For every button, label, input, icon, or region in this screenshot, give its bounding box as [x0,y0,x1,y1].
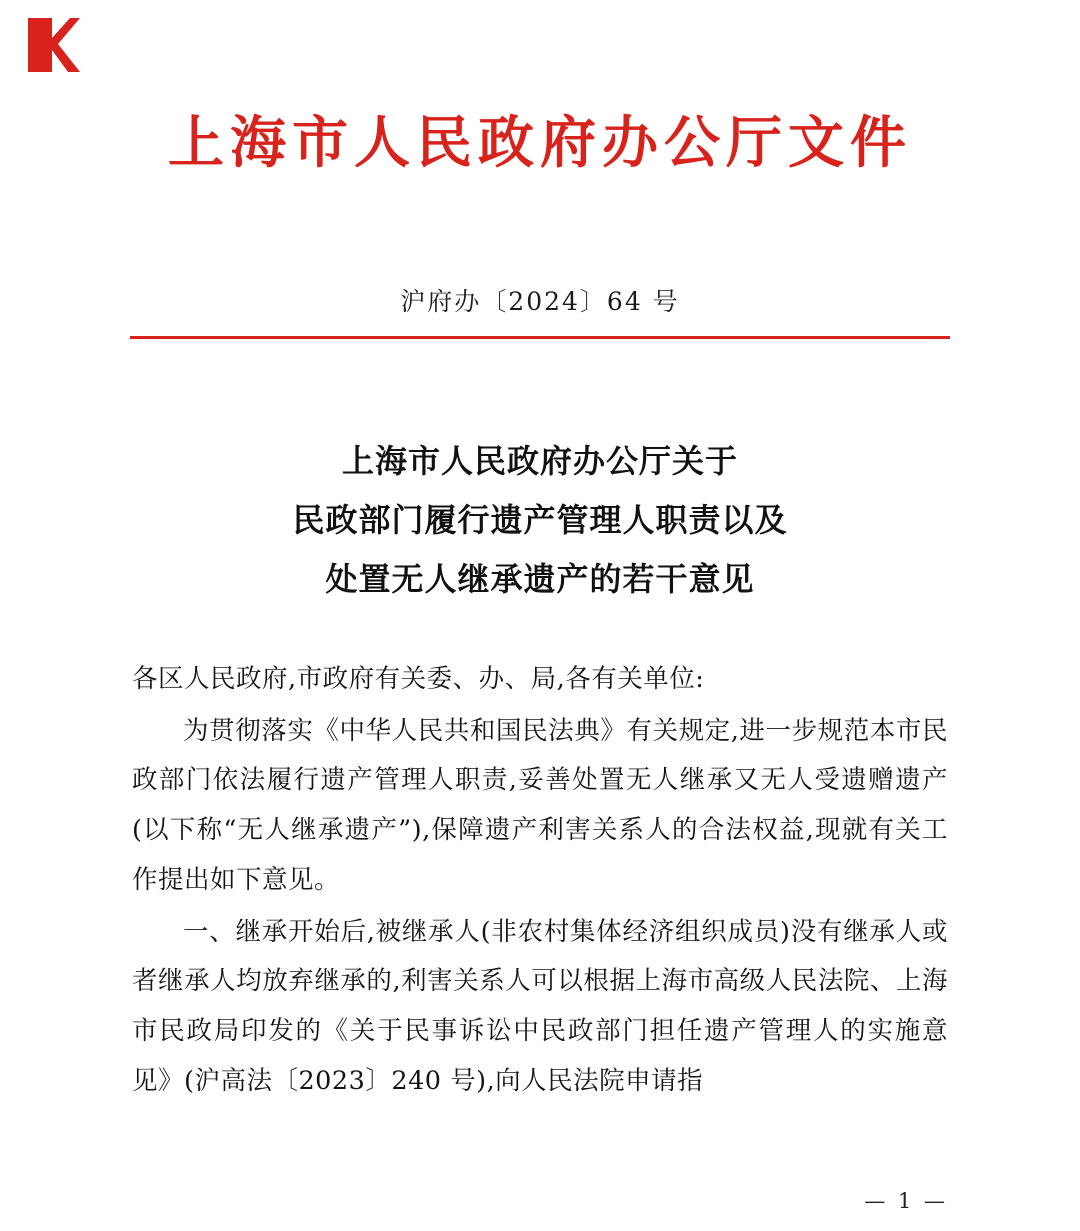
page-title-line-2: 民政部门履行遗产管理人职责以及 [292,501,788,540]
body-paragraph-1: 为贯彻落实《中华人民共和国民法典》有关规定,进一步规范本市民政部门依法履行遗产管理人职责,妥善处置无人继承又无人受遗赠遗产(以下称“无人继承遗产”),保障遗产利害关系人的合法权益,现就有关工作提出如下意见。 [132,715,948,895]
salutation: 各区人民政府,市政府有关委、办、局,各有关单位: [132,664,705,694]
page-title-line-1: 上海市人民政府办公厅关于 [341,442,738,480]
masthead-title: 上海市人民政府办公厅文件 [168,110,912,176]
shanghai-emblem-icon [22,14,84,76]
red-divider [130,336,950,339]
document-body [132,655,948,1108]
page-title [130,432,950,610]
page-title-line-3: 处置无人继承遗产的若干意见 [325,560,755,599]
document-number: 沪府办〔2024〕64 号 [400,287,680,316]
page-number: — 1 — [864,1189,948,1213]
masthead [0,110,1080,177]
body-paragraph-2: 一、继承开始后,被继承人(非农村集体经济组织成员)没有继承人或者继承人均放弃继承的,利害关系人可以根据上海市高级人民法院、上海市民政局印发的《关于民事诉讼中民政部门担任遗产管理人的实施意见》(沪高法〔2023〕240 号),向人民法院申请指 [132,916,948,1096]
